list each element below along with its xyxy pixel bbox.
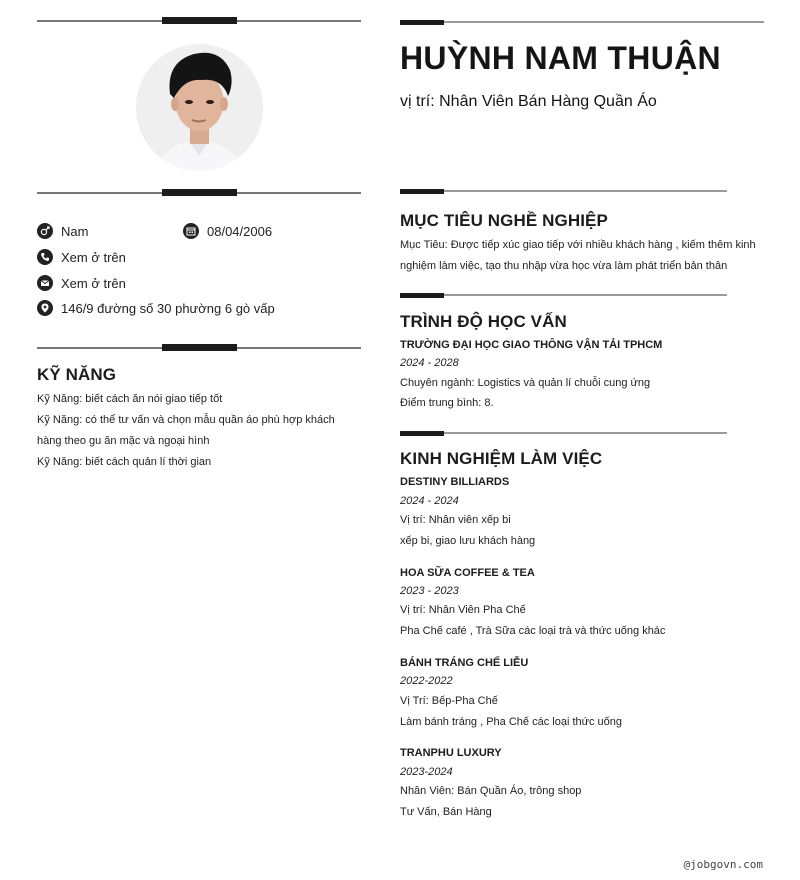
divider: [400, 294, 727, 296]
gender-icon: [37, 223, 53, 239]
position-value: Nhân Viên Bán Hàng Quần Áo: [439, 93, 657, 110]
email-icon: [37, 275, 53, 291]
divider: [400, 432, 727, 434]
calendar-icon: [183, 223, 199, 239]
job-company: DESTINY BILLIARDS: [400, 476, 510, 488]
dob-row: [183, 223, 272, 239]
objective-line: nghiệm làm việc, tạo thu nhập vừa học vừa làm phát triển bản thân: [400, 260, 728, 272]
school-name: TRƯỜNG ĐẠI HỌC GIAO THÔNG VẬN TẢI TPHCM: [400, 339, 663, 351]
job-company: TRANPHU LUXURY: [400, 747, 502, 759]
education-title: TRÌNH ĐỘ HỌC VẤN: [400, 312, 567, 331]
job-years: 2024 - 2024: [400, 495, 459, 507]
experience-title: KINH NGHIỆM LÀM VIỆC: [400, 449, 603, 468]
job-role: Vị Trí: Bếp-Pha Chế: [400, 695, 498, 707]
job-desc: Làm bánh tráng , Pha Chế các loại thức uống: [400, 716, 623, 728]
job-years: 2023 - 2023: [400, 585, 459, 597]
objective-title: MỤC TIÊU NGHỀ NGHIỆP: [400, 211, 608, 230]
skill-item: Kỹ Năng: có thể tư vấn và chọn mẫu quần áo phù hợp khách: [37, 414, 335, 426]
job-company: BÁNH TRÁNG CHẾ LIỄU: [400, 657, 529, 669]
job-role: Vị trí: Nhân viên xếp bi: [400, 514, 511, 526]
address-row: [37, 300, 275, 316]
divider: [37, 347, 361, 349]
candidate-name: HUỲNH NAM THUẬN: [400, 40, 721, 76]
phone-row: [37, 249, 126, 265]
dob-value: 08/04/2006: [207, 223, 273, 239]
skill-item: hàng theo gu ăn mặc và ngoại hình: [37, 435, 210, 447]
divider: [37, 20, 361, 22]
job-years: 2022-2022: [400, 675, 453, 687]
job-desc: Pha Chế café , Trà Sữa các loại trà và thức uống khác: [400, 625, 666, 637]
objective-line: Mục Tiêu: Được tiếp xúc giao tiếp với nhiều khách hàng , kiếm thêm kinh: [400, 239, 756, 251]
divider: [400, 190, 727, 192]
gender-row: [37, 223, 88, 239]
location-icon: [37, 300, 53, 316]
education-gpa: Điểm trung bình: 8.: [400, 397, 494, 409]
job-desc: xếp bi, giao lưu khách hàng: [400, 535, 536, 547]
position-line: [400, 93, 657, 111]
job-company: HOA SỮA COFFEE & TEA: [400, 567, 535, 579]
job-desc: Tư Vấn, Bán Hàng: [400, 806, 492, 818]
job-role: Vị trí: Nhân Viên Pha Chế: [400, 604, 526, 616]
job-years: 2023-2024: [400, 766, 453, 778]
job-role: Nhân Viên: Bán Quần Áo, trông shop: [400, 785, 582, 797]
phone-value: Xem ở trên: [61, 249, 126, 265]
divider: [37, 192, 361, 194]
email-value: Xem ở trên: [61, 275, 126, 291]
phone-icon: [37, 249, 53, 265]
address-value: 146/9 đường số 30 phường 6 gò vấp: [61, 300, 275, 316]
watermark: @jobgovn.com: [683, 858, 763, 871]
skill-item: Kỹ Năng: biết cách ăn nói giao tiếp tốt: [37, 393, 223, 405]
skill-item: Kỹ Năng: biết cách quản lí thời gian: [37, 456, 212, 468]
avatar: [136, 44, 263, 171]
gender-value: Nam: [61, 223, 89, 239]
skills-title: KỸ NĂNG: [37, 365, 117, 384]
education-years: 2024 - 2028: [400, 357, 459, 369]
email-row: [37, 275, 126, 291]
divider: [400, 21, 764, 23]
profile-photo: [136, 44, 263, 171]
position-label: vị trí:: [400, 93, 435, 110]
education-major: Chuyên ngành: Logistics và quản lí chuỗi cung ứng: [400, 377, 651, 389]
